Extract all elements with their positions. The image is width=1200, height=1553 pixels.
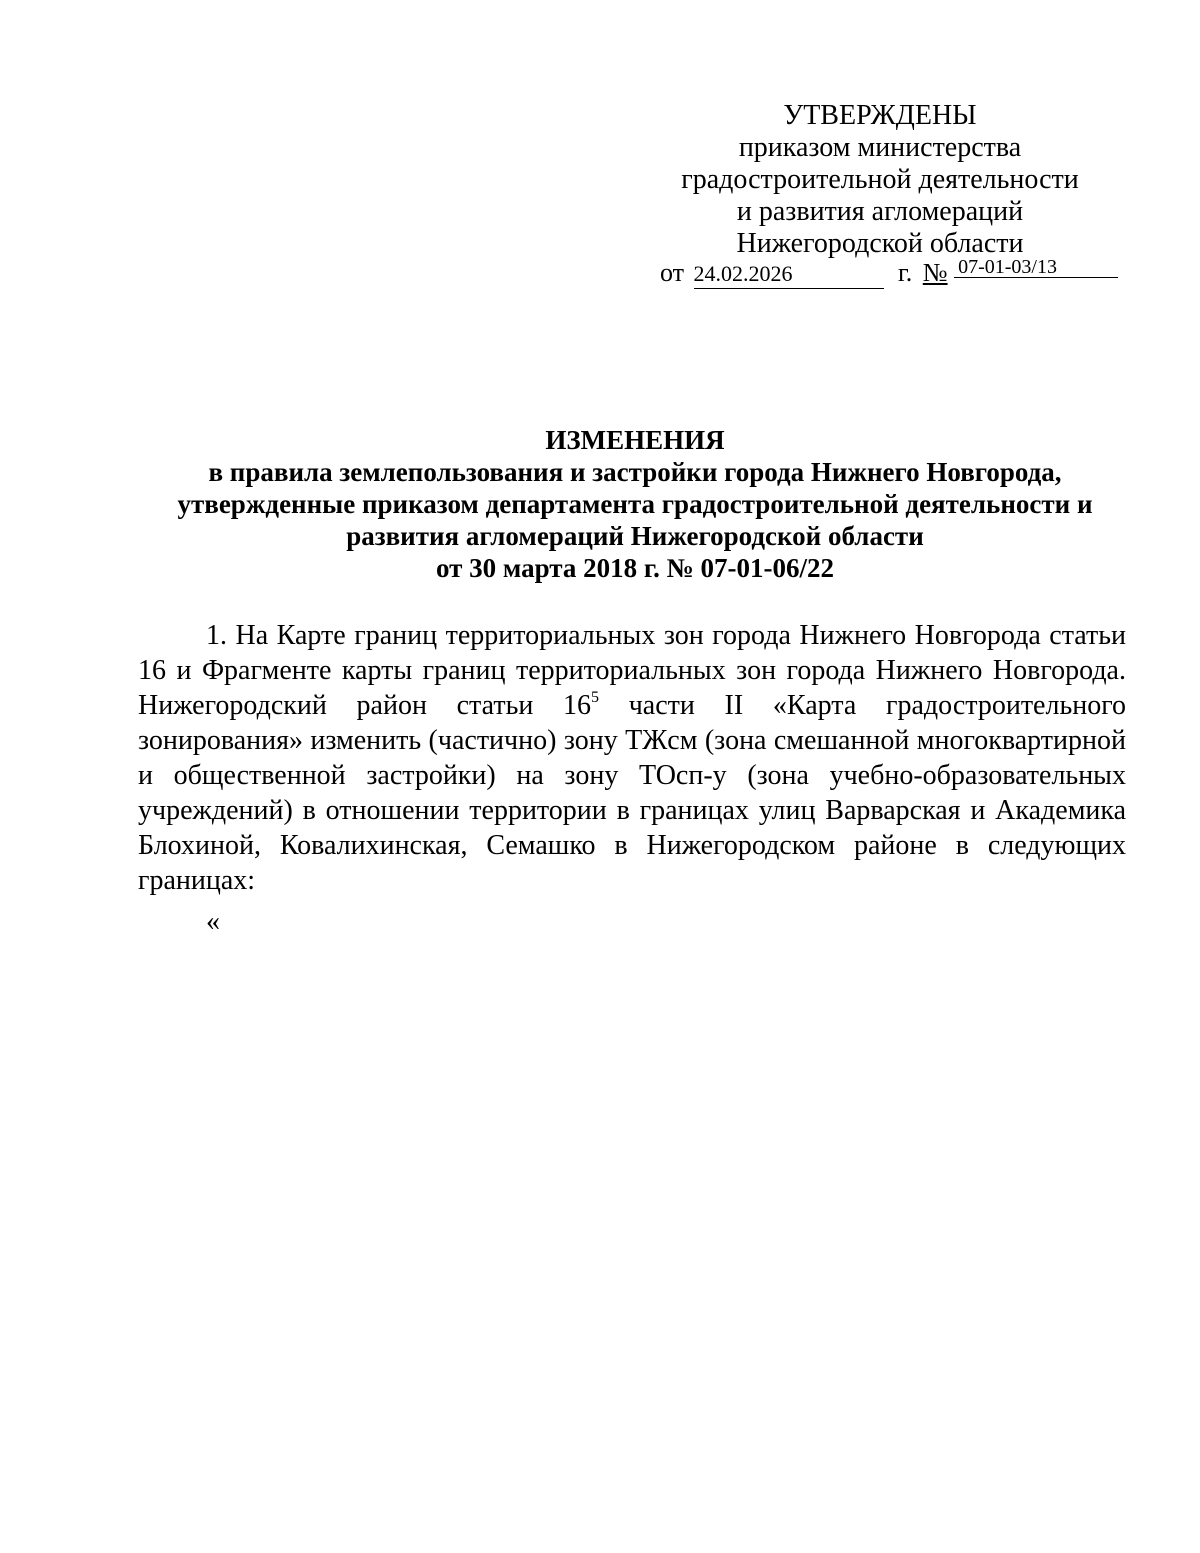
from-label: от	[660, 258, 685, 287]
order-reference	[660, 256, 1100, 290]
approval-line-3: и развития агломераций	[736, 196, 1024, 227]
approval-line-2: градостроительной деятельности	[681, 164, 1079, 195]
year-label: г.	[898, 258, 913, 287]
article-superscript: 5	[591, 689, 600, 706]
number-sign: №	[922, 258, 948, 287]
title-line-1: в правила землепользования и застройки города Нижнего Новгорода,	[208, 457, 1062, 487]
approval-line-4: Нижегородской области	[736, 228, 1024, 259]
order-date: 24.02.2026	[694, 260, 884, 289]
approved-heading: УТВЕРЖДЕНЫ	[783, 100, 977, 131]
title-line-4: от 30 марта 2018 г. № 07-01-06/22	[436, 553, 834, 583]
approval-line-1: приказом министерства	[738, 132, 1022, 163]
opening-quote: «	[206, 906, 220, 937]
paragraph-1-part-2: части II «Карта градостроительного зонирования» изменить (частично) зону ТЖсм (зона смешанной многоквартирной и общественной застройки) на зону ТОсп-у (зона учебно-образовательных учреждений) в отношении территории в границах улиц Варварская и Академика Блохиной, Ковалихинская, Семашко в Нижегородском районе в следующих границах:	[138, 690, 1126, 896]
approval-block	[650, 100, 1110, 260]
title-line-2: утвержденные приказом департамента градостроительной деятельности и	[177, 489, 1093, 519]
paragraph-1	[138, 618, 1126, 898]
document-title	[130, 424, 1140, 584]
title-line-3: развития агломераций Нижегородской области	[346, 521, 924, 551]
title-heading: ИЗМЕНЕНИЯ	[545, 425, 725, 455]
order-number: 07-01-03/13	[954, 257, 1118, 278]
paragraph-1-part-1: 1. На Карте границ территориальных зон города Нижнего Новгорода статьи 16 и Фрагменте карты границ территориальных зон города Нижнего Новгорода. Нижегородский район статьи 16	[138, 620, 1126, 721]
